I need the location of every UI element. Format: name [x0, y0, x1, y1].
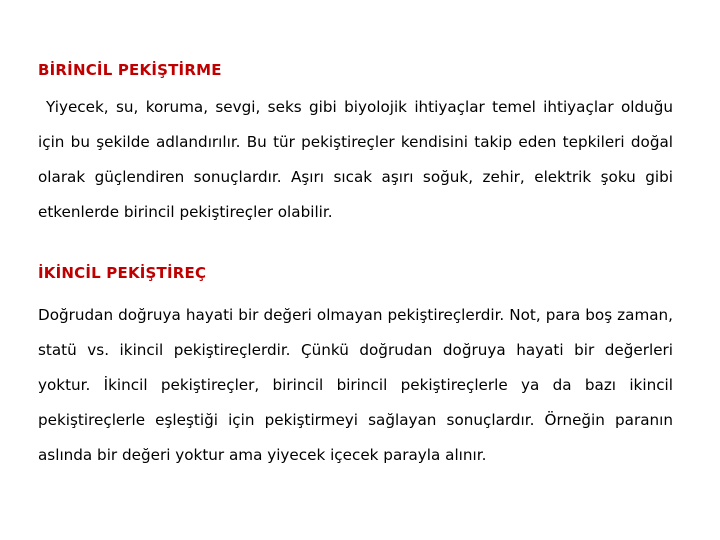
- paragraph-primary-reinforcement: Yiyecek, su, koruma, sevgi, seks gibi biyolojik ihtiyaçlar temel ihtiyaçlar olduğu için bu şekilde adlandırılır. Bu tür pekiştireçler kendisini takip eden tepkileri doğal olarak güçlendiren sonuçlardır. Aşırı sıcak aşırı soğuk, zehir, elektrik şoku gibi etkenlerde birincil pekiştireçler olabilir.: [38, 98, 673, 221]
- paragraph-secondary-reinforcer: Doğrudan doğruya hayati bir değeri olmayan pekiştireçlerdir. Not, para boş zaman, statü vs. ikincil pekiştireçlerdir. Çünkü doğrudan doğruya hayati bir değerleri yoktur. İkincil pekiştireçler, birincil birincil pekiştireçlerle ya da bazı ikincil pekiştireçlerle eşleştiği için pekiştirmeyi sağlayan sonuçlardır. Örneğin paranın aslında bir değeri yoktur ama yiyecek içecek parayla alınır.: [38, 306, 673, 464]
- section-title-secondary-reinforcer: İKİNCİL PEKİŞTİREÇ: [38, 264, 207, 282]
- section-title-primary-reinforcement: BİRİNCİL PEKİŞTİRME: [38, 61, 222, 79]
